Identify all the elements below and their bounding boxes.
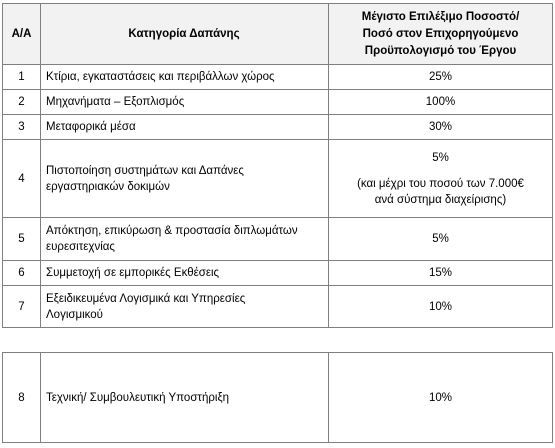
row-category [41,140,329,218]
row-category-line2: ευρεσιτεχνίας [46,241,115,253]
row-category-line1: Απόκτηση, επικύρωση & προστασία διπλωμάτων [46,225,298,237]
header-category: Κατηγορία Δαπάνης [41,4,329,65]
table-row [3,90,553,115]
table-row [3,140,553,218]
row-value: 25% [329,65,553,90]
row-value: 100% [329,90,553,115]
table-row [3,218,553,261]
header-max-line3: Προϋπολογισμό του Έργου [364,44,517,57]
row-number: 7 [3,286,41,328]
row-category: Κτίρια, εγκαταστάσεις και περιβάλλων χώρος [41,65,329,90]
row-category: Τεχνική/ Συμβουλευτική Υποστήριξη [41,353,329,443]
row-category: Μηχανήματα – Εξοπλισμός [41,90,329,115]
row-value: 10% [329,353,553,443]
table-row [3,286,553,328]
row-number: 1 [3,65,41,90]
row-value-note [333,176,548,208]
row-category-line1: Εξειδικευμένα Λογισμικά και Υπηρεσίες [46,292,246,305]
row-category-line2: εργαστηριακών δοκιμών [46,180,170,193]
row-category-line2: Λογισμικού [46,308,103,321]
row-category [41,286,329,328]
row-value-note-line2: ανά σύστημα διαχείρισης) [374,193,507,206]
expense-table [2,3,553,328]
row-number: 5 [3,218,41,261]
table-row [3,65,553,90]
row-category-line1: Πιστοποίηση συστημάτων και Δαπάνες [46,164,244,177]
row-value: 10% [329,286,553,328]
expense-table-extra [2,352,553,443]
row-value: 30% [329,115,553,140]
row-category [41,218,329,261]
row-value: 5% [329,218,553,261]
row-number: 6 [3,261,41,286]
header-max-line1: Μέγιστο Επιλέξιμο Ποσοστό/ [361,10,520,23]
table-row [3,115,553,140]
row-value: 15% [329,261,553,286]
row-category: Μεταφορικά μέσα [41,115,329,140]
header-max-line2: Ποσό στον Επιχορηγούμενο [362,27,519,40]
row-category: Συμμετοχή σε εμπορικές Εκθέσεις [41,261,329,286]
row-number: 3 [3,115,41,140]
header-max-percentage [329,4,553,65]
row-number: 2 [3,90,41,115]
row-value [329,140,553,218]
header-aa: Α/Α [3,4,41,65]
table-row [3,261,553,286]
table-header-row [3,4,553,65]
row-number: 8 [3,353,41,443]
row-number: 4 [3,140,41,218]
table-row [3,353,553,443]
row-value-note-line1: (και μέχρι του ποσού των 7.000€ [357,177,524,190]
row-value-main: 5% [432,151,449,164]
